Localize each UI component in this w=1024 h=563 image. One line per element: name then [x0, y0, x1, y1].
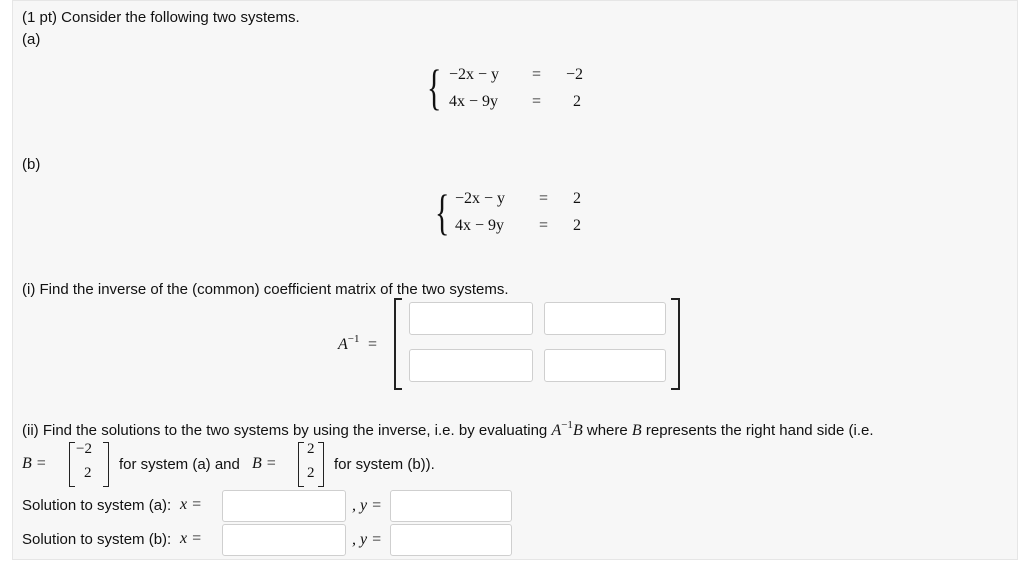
matrix-right-bracket	[678, 298, 680, 390]
vec-a-left-bottom	[69, 486, 75, 487]
part-a-eq2-lhs: 4x − 9y	[449, 93, 499, 110]
part-a-eq1-lhs: −2x − y	[449, 66, 500, 83]
question-ii-a-sup: −1	[561, 419, 573, 431]
part-a-label: (a)	[22, 31, 41, 48]
question-i-text: (i) Find the inverse of the (common) coefficient matrix of the two systems.	[22, 281, 509, 298]
matrix-left-bracket-top	[394, 298, 402, 300]
matrix-inverse-label	[338, 333, 377, 354]
solution-b-y-eq: , y =	[352, 531, 382, 548]
matrix-cell-21-input[interactable]	[409, 349, 533, 382]
vec-a-right-bottom	[103, 486, 109, 487]
solution-a-y-eq: , y =	[352, 497, 382, 514]
vec-b-right-bottom	[318, 486, 324, 487]
solution-a-x-eq: x =	[180, 496, 202, 513]
solution-b-label: Solution to system (b):	[22, 531, 172, 548]
vec-b-right-bracket	[323, 442, 324, 487]
question-ii-b2: B	[631, 422, 642, 439]
vec-a-left-bracket	[69, 442, 70, 487]
question-ii-text-end: represents the right hand side (i.e.	[641, 422, 874, 439]
vec-b-top: 2	[307, 441, 315, 457]
part-a-eq1-rhs: −2	[566, 66, 584, 83]
part-b-eq1-lhs: −2x − y	[455, 190, 506, 207]
part-b-label: (b)	[22, 156, 41, 173]
for-system-a: for system (a) and	[119, 456, 240, 473]
part-b-eq2-equals: =	[539, 217, 549, 234]
vec-a-right-top	[103, 442, 109, 443]
matrix-cell-11-input[interactable]	[409, 302, 533, 335]
question-ii-text-after: where	[582, 422, 632, 439]
b-label-a-text: B =	[22, 455, 47, 472]
part-b-eq1-equals: =	[539, 190, 549, 207]
vec-a-bottom: 2	[84, 465, 92, 481]
question-ii-b: B	[572, 422, 583, 439]
solution-b-x-input[interactable]	[222, 524, 346, 556]
part-b-eq1-rhs: 2	[573, 190, 581, 207]
part-a-eq2-rhs: 2	[573, 93, 581, 110]
matrix-left-bracket-bottom	[394, 388, 402, 390]
solution-a-y-input[interactable]	[390, 490, 512, 522]
solution-a-x-input[interactable]	[222, 490, 346, 522]
matrix-inverse-sup: −1	[347, 333, 360, 345]
part-b-eq2-rhs: 2	[573, 217, 581, 234]
matrix-cell-12-input[interactable]	[544, 302, 666, 335]
vec-a-left-top	[69, 442, 75, 443]
b-label-a	[22, 455, 47, 473]
solution-b-x-eq: x =	[180, 530, 202, 547]
solution-a-label: Solution to system (a):	[22, 497, 172, 514]
part-a-brace: {	[427, 59, 442, 115]
matrix-a-symbol: A	[338, 336, 348, 353]
b-label-b	[252, 455, 277, 473]
vec-b-left-top	[298, 442, 304, 443]
vec-b-right-top	[318, 442, 324, 443]
matrix-left-bracket	[394, 298, 396, 390]
part-a-eq2-equals: =	[532, 93, 542, 110]
part-b-brace: {	[435, 184, 450, 240]
problem-panel	[12, 0, 1018, 560]
vec-b-bottom: 2	[307, 465, 315, 481]
matrix-right-bracket-bottom	[671, 388, 679, 390]
b-label-b-text: B =	[252, 455, 277, 472]
vec-b-left-bottom	[298, 486, 304, 487]
matrix-cell-22-input[interactable]	[544, 349, 666, 382]
solution-b-y-input[interactable]	[390, 524, 512, 556]
for-system-b: for system (b)).	[334, 456, 435, 473]
question-ii-a: A	[551, 422, 562, 439]
question-ii-text-before: (ii) Find the solutions to the two systems by using the inverse, i.e. by evaluating	[22, 422, 552, 439]
problem-header: (1 pt) Consider the following two systems.	[22, 9, 300, 26]
part-b-eq2-lhs: 4x − 9y	[455, 217, 505, 234]
part-a-eq1-equals: =	[532, 66, 542, 83]
matrix-equals: =	[367, 336, 377, 353]
vec-a-top: −2	[76, 441, 92, 457]
matrix-right-bracket-top	[671, 298, 679, 300]
vec-b-left-bracket	[298, 442, 299, 487]
question-ii-text	[22, 419, 874, 440]
vec-a-right-bracket	[108, 442, 109, 487]
